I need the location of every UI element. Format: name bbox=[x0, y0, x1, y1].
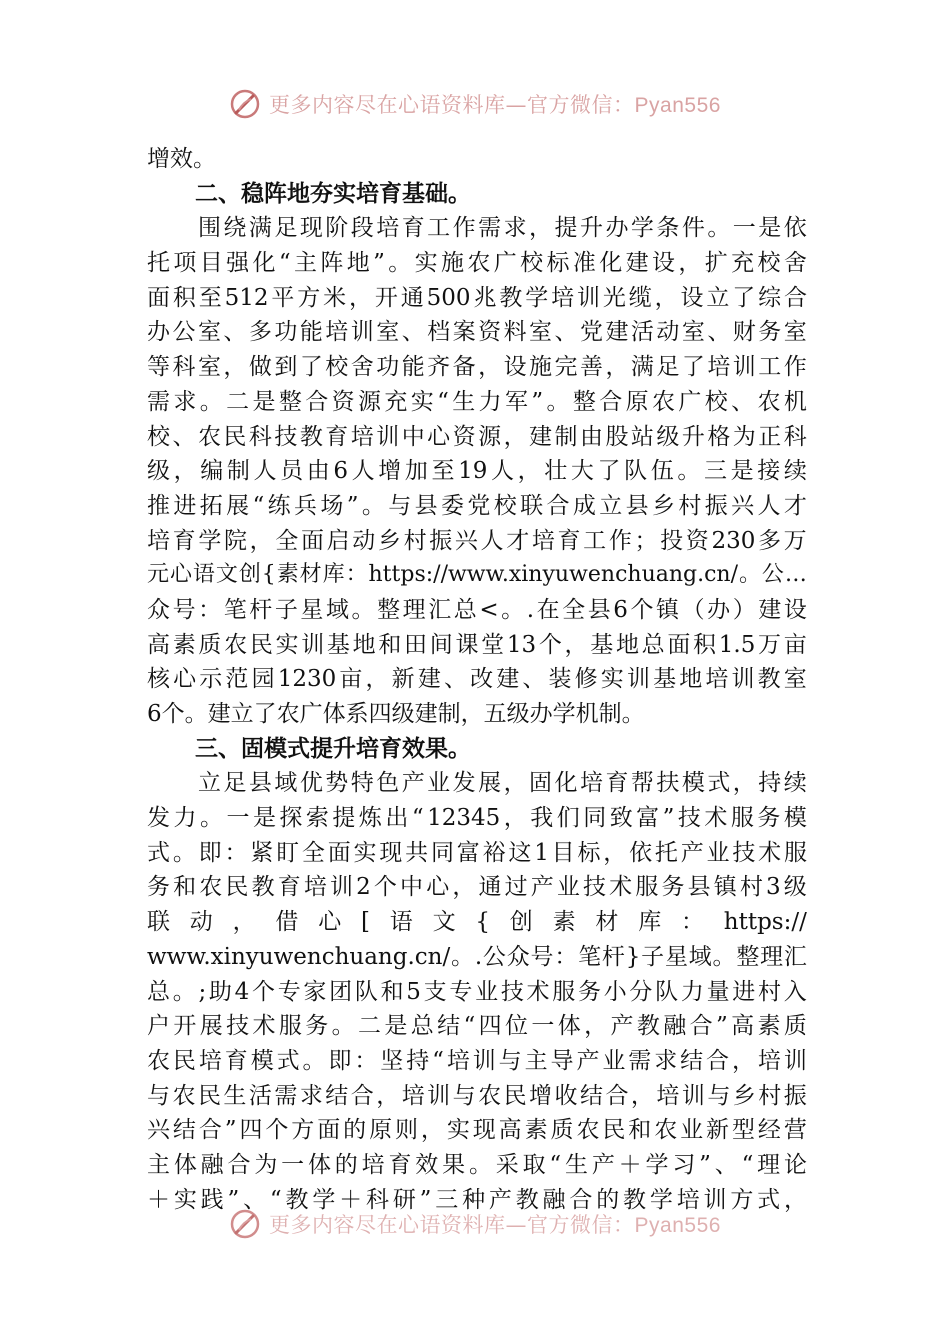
brush-logo-icon bbox=[229, 1208, 261, 1240]
text-line: 办 公 室 、 多 功 能 培 训 室 、 档 案 资 料 室 、 党 建 活 动 室 、 财 务 室 bbox=[147, 319, 807, 346]
watermark-top-text: 更多内容尽在心语资料库—官方微信：Pyan556 bbox=[269, 93, 721, 117]
text-line: 发 力 。 一 是 探 索 提 炼 出 “ 12345 ， 我 们 同 致 富 ” 技 术 服 务 模 bbox=[147, 805, 807, 832]
text-line: 户 开 展 技 术 服 务 。 二 是 总 结 “ 四 位 一 体 ， 产 教 融 合 ” 高 素 质 bbox=[147, 1013, 807, 1040]
text-line: 增效。 bbox=[147, 146, 216, 172]
text-line: 联 动 ， 借 心 [ 语 文 { 创 素 材 库 ： https:// bbox=[147, 909, 807, 936]
text-line: 主 体 融 合 为 一 体 的 培 育 效 果 。 采 取 “ 生 产 ＋ 学 习 ” 、 “ 理 论 bbox=[147, 1151, 807, 1178]
text-line: 元 心 语 文 创 { 素 材 库 ： https://www.xinyuwenchuang.cn/ 。 公 … bbox=[147, 562, 807, 588]
text-line: 兴 结 合 ” 四 个 方 面 的 原 则 ， 实 现 高 素 质 农 民 和 农 业 新 型 经 营 bbox=[147, 1117, 807, 1144]
document-body bbox=[147, 142, 807, 1217]
section-heading: 二、稳阵地夯实培育基础。 bbox=[195, 180, 471, 207]
text-line: 务 和 农 民 教 育 培 训 2 个 中 心 ， 通 过 产 业 技 术 服 务 县 镇 村 3 级 bbox=[147, 874, 807, 901]
text-line: 6个。建立了农广体系四级建制，五级办学机制。 bbox=[147, 701, 645, 727]
watermark-bottom-text: 更多内容尽在心语资料库—官方微信：Pyan556 bbox=[269, 1213, 721, 1237]
text-line: 培 育 学 院 ， 全 面 启 动 乡 村 振 兴 人 才 培 育 工 作 ； 投 资 230 多 万 bbox=[147, 527, 807, 554]
brush-logo-icon bbox=[229, 88, 261, 120]
text-line: 式 。 即 ： 紧 盯 全 面 实 现 共 同 富 裕 这 1 目 标 ， 依 托 产 业 技 术 服 bbox=[147, 839, 807, 866]
text-line: 总 。 ; 助 4 个 专 家 团 队 和 5 支 专 业 技 术 服 务 小 分 队 力 量 进 村 入 bbox=[147, 978, 807, 1005]
text-line: 托 项 目 强 化 “ 主 阵 地 ” 。 实 施 农 广 校 标 准 化 建 设 ， 扩 充 校 舍 bbox=[147, 250, 807, 277]
text-line: www.xinyuwenchuang.cn/ 。 . 公 众 号 ： 笔 杆 } 子 星 域 。 整 理 汇 bbox=[147, 943, 807, 970]
text-line: 与 农 民 生 活 需 求 结 合 ， 培 训 与 农 民 增 收 结 合 ， 培 训 与 乡 村 振 bbox=[147, 1082, 807, 1109]
text-line: 等 科 室 ， 做 到 了 校 舍 功 能 齐 备 ， 设 施 完 善 ， 满 足 了 培 训 工 作 bbox=[147, 354, 807, 381]
watermark-top bbox=[0, 84, 950, 124]
watermark-bottom bbox=[0, 1204, 950, 1244]
text-line: 围 绕 满 足 现 阶 段 培 育 工 作 需 求 ， 提 升 办 学 条 件 。 一 是 依 bbox=[197, 215, 807, 242]
text-line: ＋ 实 践 ” 、 “ 教 学 ＋ 科 研 ” 三 种 产 教 融 合 的 教 学 培 训 方 式 ， bbox=[147, 1186, 807, 1213]
text-line: 核 心 示 范 园 1230 亩 ， 新 建 、 改 建 、 装 修 实 训 基 地 培 训 教 室 bbox=[147, 666, 807, 693]
section-heading: 三、固模式提升培育效果。 bbox=[195, 735, 471, 762]
text-line: 农 民 培 育 模 式 。 即 ： 坚 持 “ 培 训 与 主 导 产 业 需 求 结 合 ， 培 训 bbox=[147, 1047, 807, 1074]
text-line: 立 足 县 域 优 势 特 色 产 业 发 展 ， 固 化 培 育 帮 扶 模 式 ， 持 续 bbox=[197, 770, 807, 797]
text-line: 众 号 ： 笔 杆 子 星 域 。 整 理 汇 总 < 。 . 在 全 县 6 个 镇 （ 办 ） 建 设 bbox=[147, 596, 807, 623]
text-line: 校 、 农 民 科 技 教 育 培 训 中 心 资 源 ， 建 制 由 股 站 级 升 格 为 正 科 bbox=[147, 423, 807, 450]
text-line: 级 ， 编 制 人 员 由 6 人 增 加 至 19 人 ， 壮 大 了 队 伍 。 三 是 接 续 bbox=[147, 458, 807, 485]
text-line: 推 进 拓 展 “ 练 兵 场 ” 。 与 县 委 党 校 联 合 成 立 县 乡 村 振 兴 人 才 bbox=[147, 492, 807, 519]
text-line: 面 积 至 512 平 方 米 ， 开 通 500 兆 教 学 培 训 光 缆 ， 设 立 了 综 合 bbox=[147, 284, 807, 311]
text-line: 需 求 。 二 是 整 合 资 源 充 实 “ 生 力 军 ” 。 整 合 原 农 广 校 、 农 机 bbox=[147, 388, 807, 415]
text-line: 高 素 质 农 民 实 训 基 地 和 田 间 课 堂 13 个 ， 基 地 总 面 积 1.5 万 亩 bbox=[147, 631, 807, 658]
